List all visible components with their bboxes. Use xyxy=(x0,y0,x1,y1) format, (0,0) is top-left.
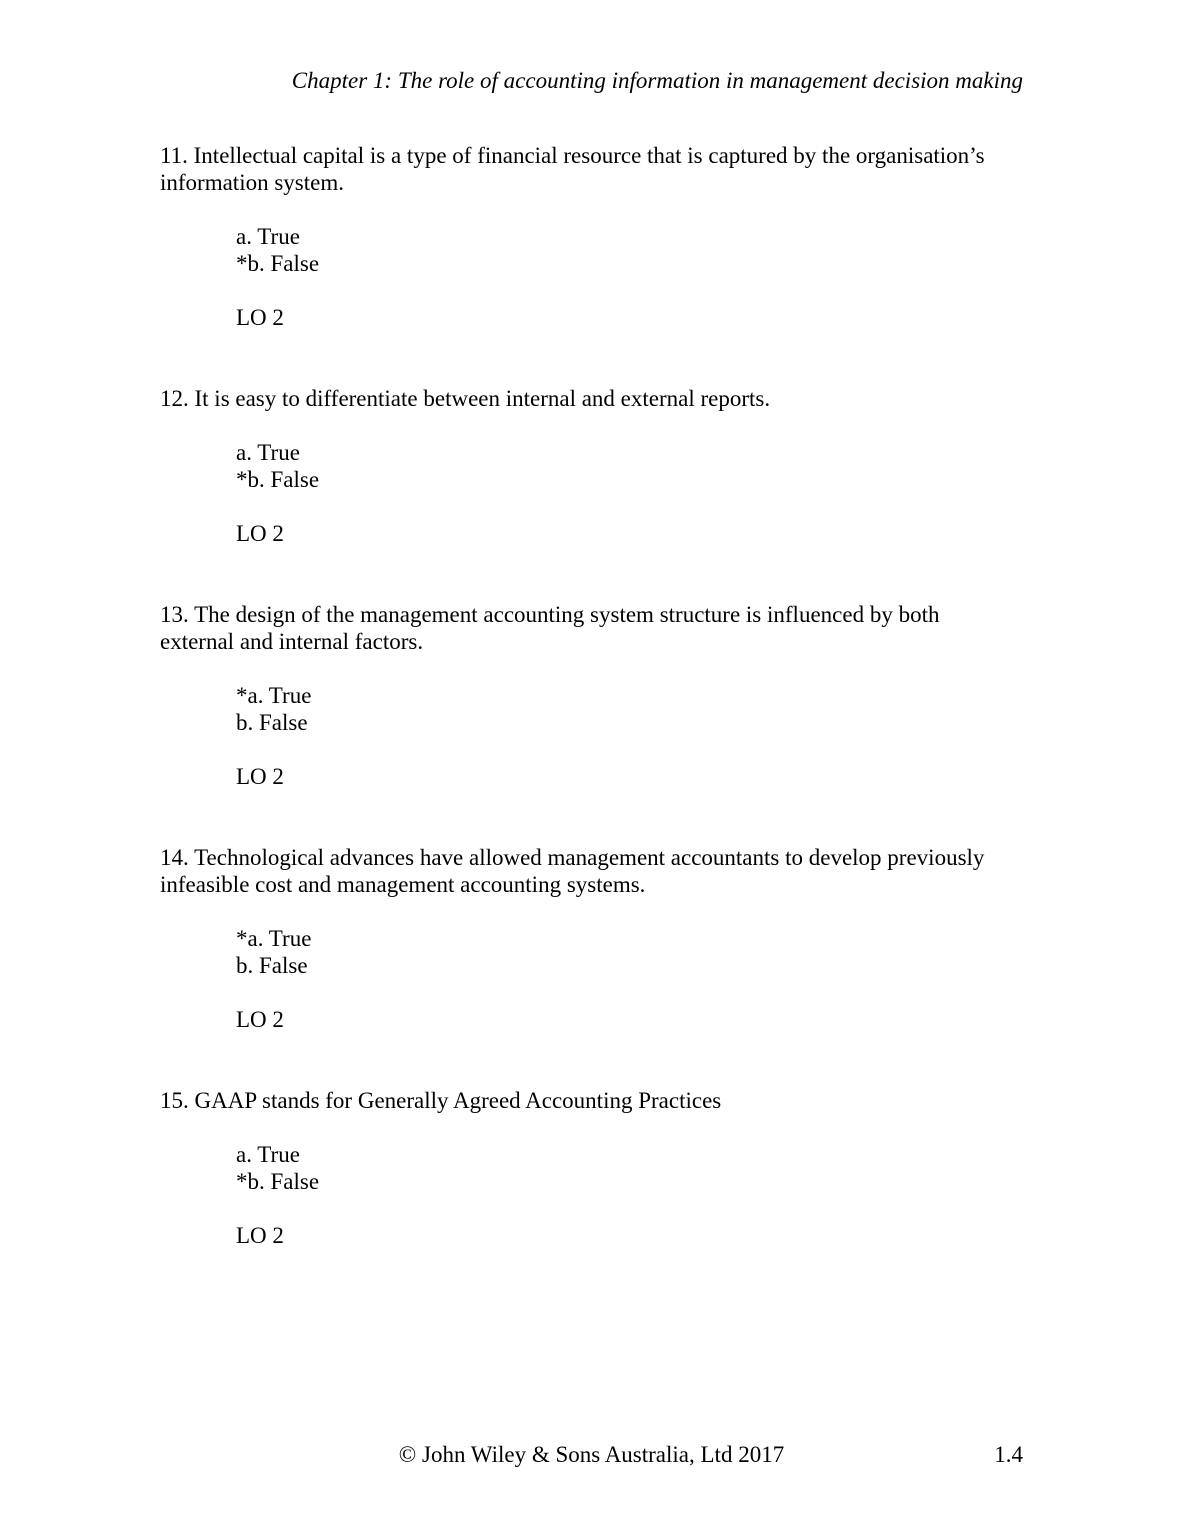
learning-objective: LO 2 xyxy=(236,1223,284,1248)
answer-option-a: *a. True xyxy=(236,926,312,951)
answer-option-a: *a. True xyxy=(236,683,312,708)
learning-objective: LO 2 xyxy=(236,305,284,330)
page-footer xyxy=(160,1441,1023,1468)
question-15 xyxy=(160,1087,1023,1249)
answer-option-b: *b. False xyxy=(236,467,320,492)
learning-objective: LO 2 xyxy=(236,764,284,789)
footer-copyright: © John Wiley & Sons Australia, Ltd 2017 xyxy=(398,1442,785,1467)
question-12 xyxy=(160,385,1023,547)
page-header-title: Chapter 1: The role of accounting information in management decision making xyxy=(291,68,1023,93)
answer-options xyxy=(160,925,1023,979)
learning-objective: LO 2 xyxy=(236,521,284,546)
answer-option-a: a. True xyxy=(236,1142,300,1167)
question-text: 12. It is easy to differentiate between internal and external reports. xyxy=(160,386,771,411)
answer-options xyxy=(160,682,1023,736)
question-13 xyxy=(160,601,1023,790)
question-14 xyxy=(160,844,1023,1033)
answer-option-b: *b. False xyxy=(236,251,320,276)
answer-option-a: a. True xyxy=(236,440,300,465)
answer-option-a: a. True xyxy=(236,224,300,249)
question-text: 11. Intellectual capital is a type of financial resource that is captured by the organisation’s information system. xyxy=(160,143,985,195)
question-11 xyxy=(160,142,1023,331)
answer-options xyxy=(160,1141,1023,1195)
answer-options xyxy=(160,439,1023,493)
question-text: 14. Technological advances have allowed management accountants to develop previously infeasible cost and management accounting systems. xyxy=(160,845,985,897)
question-text: 13. The design of the management accounting system structure is influenced by both external and internal factors. xyxy=(160,602,940,654)
answer-options xyxy=(160,223,1023,277)
footer-page-number: 1.4 xyxy=(994,1442,1023,1467)
answer-option-b: b. False xyxy=(236,710,308,735)
answer-option-b: *b. False xyxy=(236,1169,320,1194)
answer-option-b: b. False xyxy=(236,953,308,978)
learning-objective: LO 2 xyxy=(236,1007,284,1032)
question-text: 15. GAAP stands for Generally Agreed Accounting Practices xyxy=(160,1088,722,1113)
